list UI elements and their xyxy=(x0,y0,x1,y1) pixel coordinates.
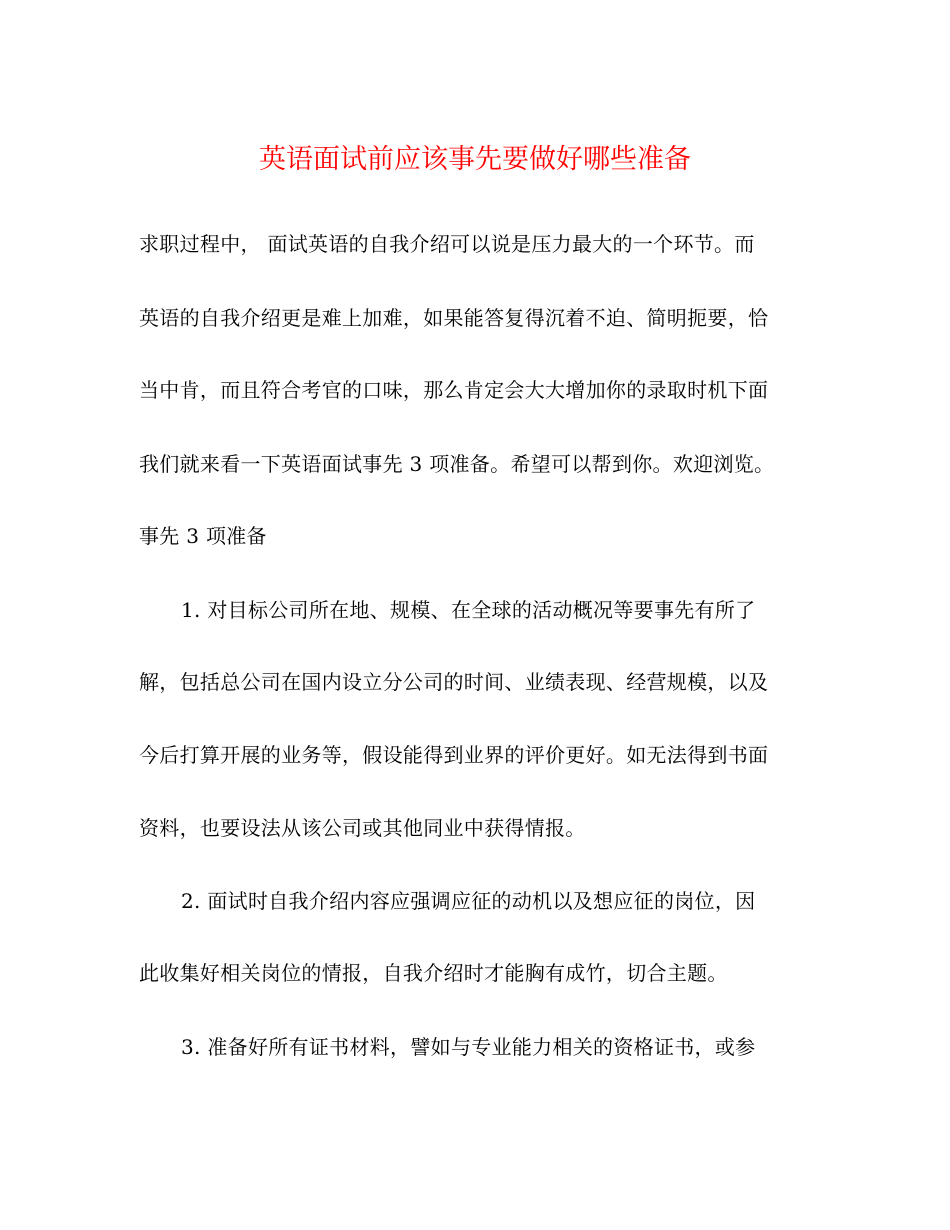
item-1-line-2: 解，包括总公司在国内设立分公司的时间、业绩表现、经营规模，以及 xyxy=(139,670,769,694)
item-3-line-1: 3. 准备好所有证书材料，譬如与专业能力相关的资格证书，或参 xyxy=(181,1035,756,1059)
document-title: 英语面试前应该事先要做好哪些准备 xyxy=(259,144,691,175)
item-1-line-3: 今后打算开展的业务等，假设能得到业界的评价更好。如无法得到书面 xyxy=(139,743,769,767)
item-2-line-2: 此收集好相关岗位的情报，自我介绍时才能胸有成竹，切合主题。 xyxy=(139,961,728,985)
item-1-line-4: 资料，也要设法从该公司或其他同业中获得情报。 xyxy=(139,816,586,840)
intro-line-2: 英语的自我介绍更是难上加难，如果能答复得沉着不迫、简明扼要，恰 xyxy=(139,306,769,330)
section-heading: 事先 3 项准备 xyxy=(139,524,267,548)
item-2-line-1: 2. 面试时自我介绍内容应强调应征的动机以及想应征的岗位，因 xyxy=(181,889,756,913)
intro-line-3: 当中肯，而且符合考官的口味，那么肯定会大大增加你的录取时机下面 xyxy=(139,378,769,402)
item-1-line-1: 1. 对目标公司所在地、规模、在全球的活动概况等要事先有所了 xyxy=(181,598,756,622)
intro-line-1: 求职过程中， 面试英语的自我介绍可以说是压力最大的一个环节。而 xyxy=(139,232,755,256)
intro-line-4: 我们就来看一下英语面试事先 3 项准备。希望可以帮到你。欢迎浏览。 xyxy=(139,452,775,476)
